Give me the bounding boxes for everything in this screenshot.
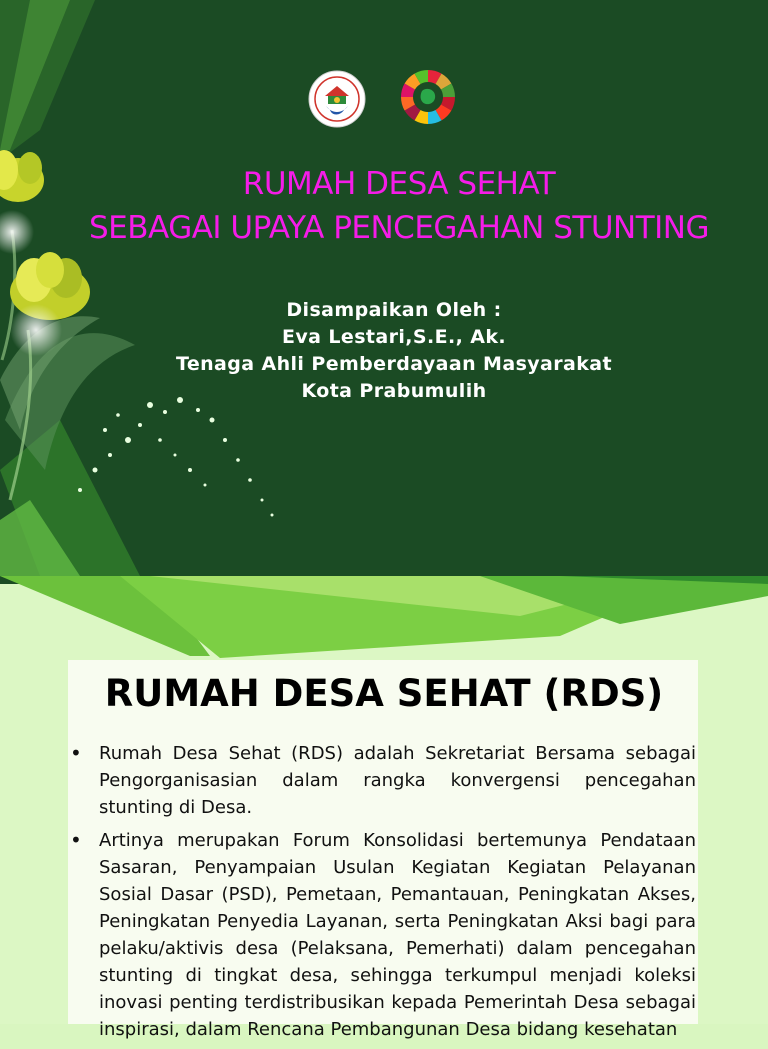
logo-row: [0, 68, 768, 130]
sparkles: [78, 397, 274, 517]
sdgs-logo-icon: [399, 68, 457, 126]
presenter-city: Kota Prabumulih: [301, 380, 487, 402]
presenter-role: Tenaga Ahli Pemberdayaan Masyarakat: [175, 353, 613, 375]
rds-heading: RUMAH DESA SEHAT (RDS): [104, 672, 664, 715]
presenter-label: Disampaikan Oleh :: [286, 299, 502, 321]
rds-bullet-list: [70, 740, 696, 1049]
slide-title-line1: RUMAH DESA SEHAT: [242, 166, 556, 202]
bullet-item: • Artinya merupakan Forum Konsolidasi bertemunya Pendataan Sasaran, Penyampaian Usulan Kegiatan Kegiatan Pelayanan Sosial Dasar (PSD), Pemetaan, Pemantauan, Peningkatan Akses, Peningkatan Penyedia Layanan, serta Peningkatan Aksi bagi para pelaku/aktivis desa (Pelaksana, Pemerhati) dalam pencegahan stunting di tingkat desa, sehingga terkumpul menjadi koleksi inovasi penting terdistribusikan kepada Pemerintah Desa sebagai inspirasi, dalam Rencana Pembangunan Desa bidang kesehatan: [70, 827, 696, 1043]
bullet-item: • Rumah Desa Sehat (RDS) adalah Sekretariat Bersama sebagai Pengorganisasian dalam rangka konvergensi pencegahan stunting di Desa.: [70, 740, 696, 821]
slide-title-line2: SEBAGAI UPAYA PENCEGAHAN STUNTING: [89, 210, 709, 246]
presenter-name: Eva Lestari,S.E., Ak.: [282, 326, 506, 348]
kemendes-logo-icon: [308, 70, 366, 128]
presenter-info: [0, 297, 768, 405]
